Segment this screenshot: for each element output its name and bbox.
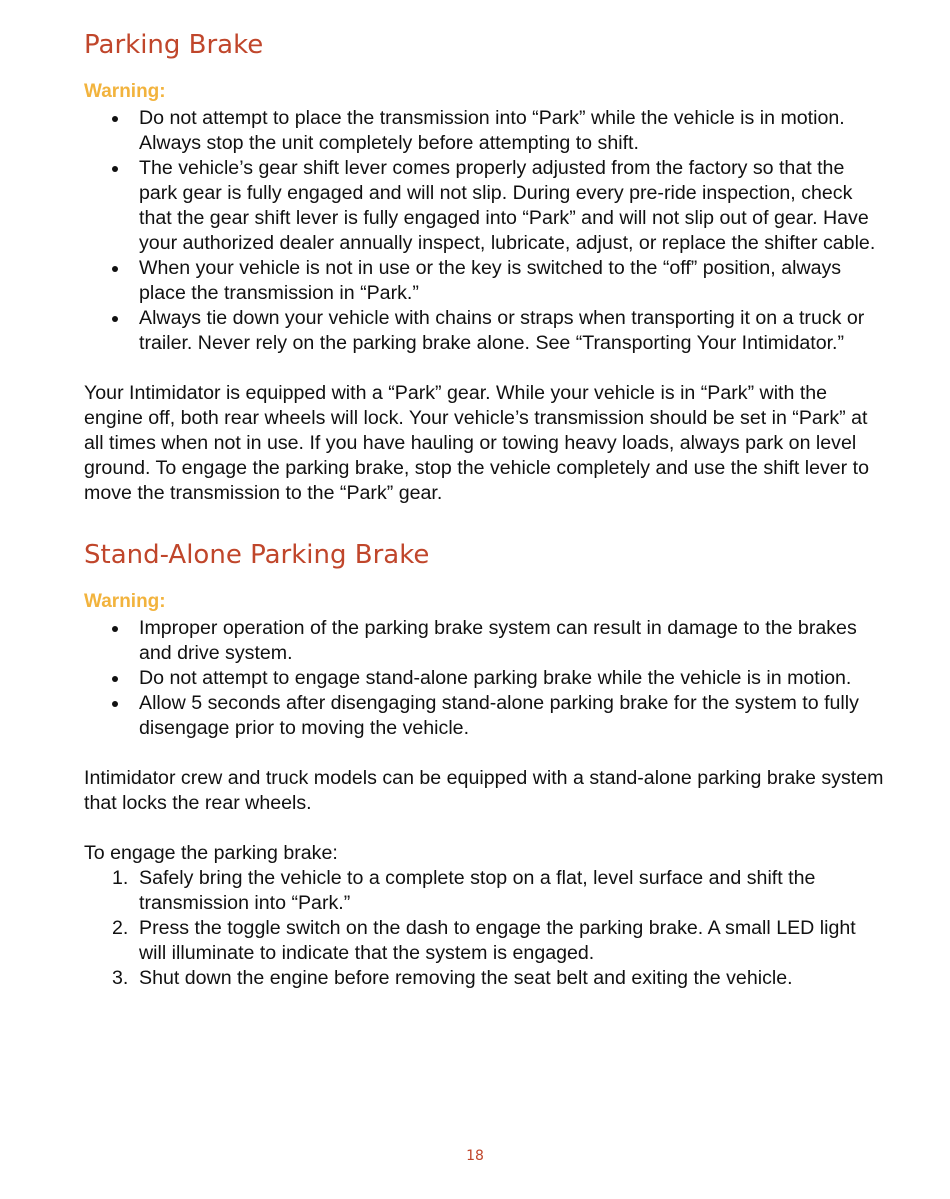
warning-item: Improper operation of the parking brake system can result in damage to the brakes and drive system. xyxy=(84,616,884,666)
bullet-icon xyxy=(112,166,118,172)
body-paragraph: Intimidator crew and truck models can be equipped with a stand-alone parking brake system that locks the rear wheels. xyxy=(84,767,884,814)
warning-item: When your vehicle is not in use or the key is switched to the “off” position, always place the transmission in “Park.” xyxy=(84,256,884,306)
page-number: 18 xyxy=(466,1148,484,1164)
section-title-parking-brake: Parking Brake xyxy=(84,30,264,60)
bullet-icon xyxy=(112,116,118,122)
page-content xyxy=(84,26,884,991)
warning-list xyxy=(84,616,884,741)
warning-list xyxy=(84,106,884,356)
warning-label: Warning: xyxy=(84,81,166,102)
warning-item: Do not attempt to engage stand-alone parking brake while the vehicle is in motion. xyxy=(84,666,884,691)
warning-label: Warning: xyxy=(84,591,166,612)
warning-item: Allow 5 seconds after disengaging stand-alone parking brake for the system to fully disengage prior to moving the vehicle. xyxy=(84,691,884,741)
steps-intro: To engage the parking brake: xyxy=(84,842,338,864)
bullet-icon xyxy=(112,701,118,707)
step-item: 3. Shut down the engine before removing the seat belt and exiting the vehicle. xyxy=(112,967,793,989)
section-title-stand-alone-parking-brake: Stand-Alone Parking Brake xyxy=(84,540,430,570)
steps-list xyxy=(84,866,884,991)
warning-item: The vehicle’s gear shift lever comes properly adjusted from the factory so that the park gear is fully engaged and will not slip. During every pre-ride inspection, check that the gear shift lever is fully engaged into “Park” and will not slip out of gear. Have your authorized dealer annually inspect, lubricate, adjust, or replace the shifter cable. xyxy=(84,156,884,256)
step-item: 2. Press the toggle switch on the dash to engage the parking brake. A small LED light will illuminate to indicate that the system is engaged. xyxy=(112,917,856,964)
step-item: 1. Safely bring the vehicle to a complete stop on a flat, level surface and shift the transmission into “Park.” xyxy=(112,867,816,914)
body-paragraph: Your Intimidator is equipped with a “Park” gear. While your vehicle is in “Park” with the engine off, both rear wheels will lock. Your vehicle’s transmission should be set in “Park” at all times when not in use. If you have hauling or towing heavy loads, always park on level ground. To engage the parking brake, stop the vehicle completely and use the shift lever to move the transmission to the “Park” gear. xyxy=(84,382,869,504)
warning-item: Do not attempt to place the transmission into “Park” while the vehicle is in motion. Always stop the unit completely before attempting to shift. xyxy=(84,106,884,156)
bullet-icon xyxy=(112,676,118,682)
bullet-icon xyxy=(112,266,118,272)
bullet-icon xyxy=(112,316,118,322)
warning-item: Always tie down your vehicle with chains or straps when transporting it on a truck or trailer. Never rely on the parking brake alone. See “Transporting Your Intimidator.” xyxy=(84,306,884,356)
bullet-icon xyxy=(112,626,118,632)
